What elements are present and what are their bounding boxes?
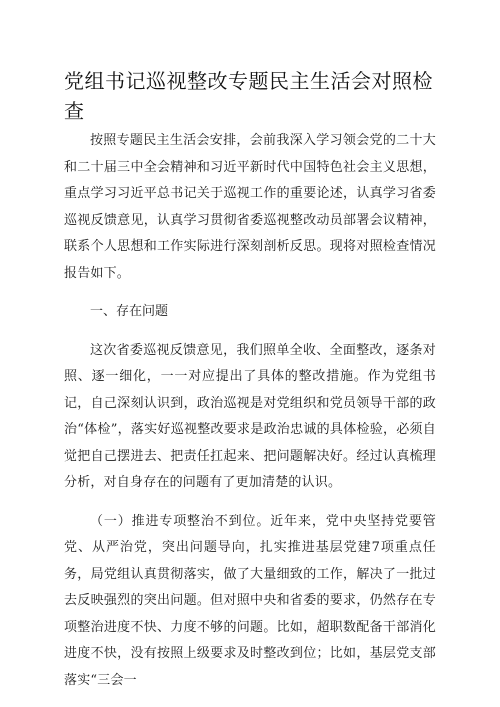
intro-paragraph: 按照专题民主生活会安排，会前我深入学习领会党的二十大和二十届三中全会精神和习近平新时代中国特色社会主义思想，重点学习习近平总书记关于巡视工作的重要论述，认真学习省委巡视反馈意见，认真学习贯彻省委巡视整改动员部署会议精神，联系个人思想和工作实际进行深刻剖析反思。现将对照检查情况报告如下。 [64,133,436,281]
document-body [64,128,436,694]
body-paragraph: 这次省委巡视反馈意见，我们照单全收、全面整改，逐条对照、逐一细化，一一对应提出了具体的整改措施。作为党组书记，自己深刻认识到，政治巡视是对党组织和党员领导干部的政治“体检”，落实好巡视整改要求是政治忠诚的具体检验，必须自觉把自己摆进去、把责任扛起来、把问题解决好。经过认真梳理分析，对自身存在的问题有了更加清楚的认识。 [64,342,436,490]
section-heading: 一、存在问题 [90,304,169,319]
body-paragraph: （一）推进专项整治不到位。近年来，党中央坚持党要管党、从严治党，突出问题导向，扎实推进基层党建7项重点任务，局党组认真贯彻落实，做了大量细致的工作，解决了一批过去反映强烈的突出问题。但对照中央和省委的要求，仍然存在专项整治进度不快、力度不够的问题。比如，超职数配备干部消化进度不快，没有按照上级要求及时整改到位；比如，基层党支部落实“三会一 [64,513,436,688]
document-title: 党组书记巡视整改专题民主生活会对照检查 [64,69,433,123]
